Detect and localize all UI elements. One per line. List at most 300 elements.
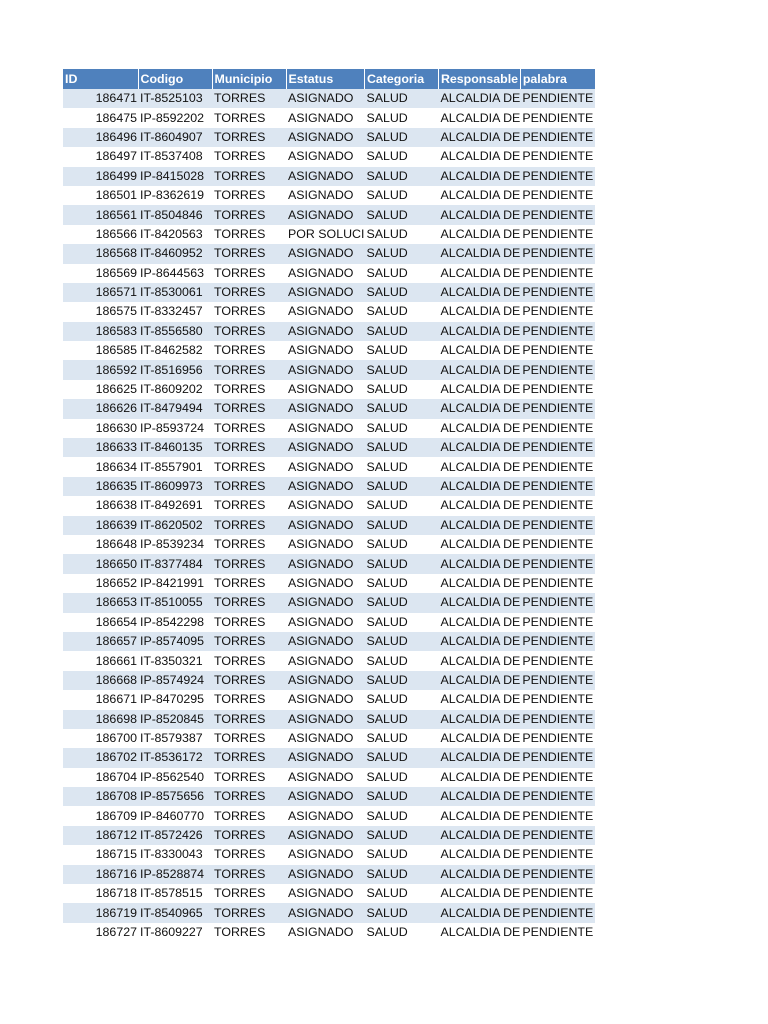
cell-palabra: PENDIENTE — [520, 748, 595, 767]
cell-palabra: PENDIENTE — [520, 147, 595, 166]
cell-municipio: TORRES — [212, 225, 286, 244]
cell-estatus: ASIGNADO — [286, 632, 364, 651]
cell-municipio: TORRES — [212, 865, 286, 884]
cell-municipio: TORRES — [212, 516, 286, 535]
cell-codigo: IT-8510055 — [138, 593, 212, 612]
cell-responsable: ALCALDIA DE — [438, 690, 520, 709]
cell-responsable: ALCALDIA DE — [438, 651, 520, 670]
header-municipio: Municipio — [212, 69, 286, 89]
table-row — [63, 845, 595, 864]
cell-id: 186654 — [63, 613, 138, 632]
cell-categoria: SALUD — [364, 89, 438, 108]
cell-responsable: ALCALDIA DE — [438, 360, 520, 379]
cell-palabra: PENDIENTE — [520, 574, 595, 593]
cell-estatus: ASIGNADO — [286, 729, 364, 748]
table-row — [63, 865, 595, 884]
table-row — [63, 419, 595, 438]
table-row — [63, 360, 595, 379]
cell-codigo: IT-8516956 — [138, 360, 212, 379]
cell-palabra: PENDIENTE — [520, 457, 595, 476]
cell-palabra: PENDIENTE — [520, 283, 595, 302]
cell-categoria: SALUD — [364, 147, 438, 166]
cell-estatus: ASIGNADO — [286, 399, 364, 418]
cell-codigo: IT-8530061 — [138, 283, 212, 302]
cell-estatus: ASIGNADO — [286, 419, 364, 438]
cell-id: 186700 — [63, 729, 138, 748]
cell-categoria: SALUD — [364, 167, 438, 186]
cell-municipio: TORRES — [212, 244, 286, 263]
cell-codigo: IT-8557901 — [138, 457, 212, 476]
cell-id: 186653 — [63, 593, 138, 612]
cell-estatus: ASIGNADO — [286, 167, 364, 186]
cell-id: 186633 — [63, 438, 138, 457]
table-row — [63, 244, 595, 263]
cell-palabra: PENDIENTE — [520, 826, 595, 845]
cell-categoria: SALUD — [364, 283, 438, 302]
cell-palabra: PENDIENTE — [520, 632, 595, 651]
cell-responsable: ALCALDIA DE — [438, 903, 520, 922]
cell-categoria: SALUD — [364, 108, 438, 127]
table-row — [63, 671, 595, 690]
cell-estatus: ASIGNADO — [286, 593, 364, 612]
header-responsable: Responsable — [438, 69, 520, 89]
cell-id: 186497 — [63, 147, 138, 166]
table-row — [63, 477, 595, 496]
cell-estatus: ASIGNADO — [286, 768, 364, 787]
table-row — [63, 729, 595, 748]
cell-municipio: TORRES — [212, 302, 286, 321]
cell-codigo: IT-8556580 — [138, 322, 212, 341]
cell-municipio: TORRES — [212, 205, 286, 224]
cell-estatus: ASIGNADO — [286, 845, 364, 864]
table-row — [63, 903, 595, 922]
cell-municipio: TORRES — [212, 380, 286, 399]
cell-palabra: PENDIENTE — [520, 186, 595, 205]
cell-categoria: SALUD — [364, 690, 438, 709]
table-row — [63, 593, 595, 612]
cell-categoria: SALUD — [364, 593, 438, 612]
cell-estatus: POR SOLUCI — [286, 225, 364, 244]
cell-estatus: ASIGNADO — [286, 923, 364, 942]
cell-id: 186585 — [63, 341, 138, 360]
cell-responsable: ALCALDIA DE — [438, 729, 520, 748]
cell-estatus: ASIGNADO — [286, 690, 364, 709]
cell-categoria: SALUD — [364, 205, 438, 224]
table-row — [63, 516, 595, 535]
cell-palabra: PENDIENTE — [520, 768, 595, 787]
cell-municipio: TORRES — [212, 89, 286, 108]
cell-id: 186501 — [63, 186, 138, 205]
cell-municipio: TORRES — [212, 399, 286, 418]
cell-municipio: TORRES — [212, 923, 286, 942]
cell-categoria: SALUD — [364, 341, 438, 360]
cell-codigo: IT-8540965 — [138, 903, 212, 922]
cell-id: 186575 — [63, 302, 138, 321]
cell-codigo: IT-8604907 — [138, 128, 212, 147]
cell-municipio: TORRES — [212, 496, 286, 515]
cell-categoria: SALUD — [364, 438, 438, 457]
cell-estatus: ASIGNADO — [286, 884, 364, 903]
table-row — [63, 884, 595, 903]
cell-estatus: ASIGNADO — [286, 710, 364, 729]
header-categoria: Categoria — [364, 69, 438, 89]
cell-codigo: IP-8470295 — [138, 690, 212, 709]
cell-palabra: PENDIENTE — [520, 89, 595, 108]
cell-responsable: ALCALDIA DE — [438, 884, 520, 903]
cell-estatus: ASIGNADO — [286, 457, 364, 476]
cell-categoria: SALUD — [364, 128, 438, 147]
cell-categoria: SALUD — [364, 380, 438, 399]
cell-id: 186648 — [63, 535, 138, 554]
cell-responsable: ALCALDIA DE — [438, 865, 520, 884]
cell-municipio: TORRES — [212, 574, 286, 593]
cell-municipio: TORRES — [212, 632, 286, 651]
cell-codigo: IP-8574095 — [138, 632, 212, 651]
cell-municipio: TORRES — [212, 826, 286, 845]
cell-id: 186702 — [63, 748, 138, 767]
cell-responsable: ALCALDIA DE — [438, 516, 520, 535]
cell-id: 186650 — [63, 554, 138, 573]
cell-codigo: IT-8578515 — [138, 884, 212, 903]
cell-estatus: ASIGNADO — [286, 787, 364, 806]
table-row — [63, 923, 595, 942]
cell-municipio: TORRES — [212, 806, 286, 825]
cell-codigo: IT-8460135 — [138, 438, 212, 457]
cell-estatus: ASIGNADO — [286, 806, 364, 825]
table-row — [63, 613, 595, 632]
cell-responsable: ALCALDIA DE — [438, 496, 520, 515]
cell-municipio: TORRES — [212, 690, 286, 709]
cell-categoria: SALUD — [364, 787, 438, 806]
cell-categoria: SALUD — [364, 632, 438, 651]
cell-estatus: ASIGNADO — [286, 865, 364, 884]
cell-id: 186719 — [63, 903, 138, 922]
cell-codigo: IP-8520845 — [138, 710, 212, 729]
cell-categoria: SALUD — [364, 516, 438, 535]
table-row — [63, 380, 595, 399]
table-row — [63, 748, 595, 767]
cell-id: 186634 — [63, 457, 138, 476]
cell-responsable: ALCALDIA DE — [438, 574, 520, 593]
cell-responsable: ALCALDIA DE — [438, 632, 520, 651]
cell-responsable: ALCALDIA DE — [438, 205, 520, 224]
cell-palabra: PENDIENTE — [520, 884, 595, 903]
cell-estatus: ASIGNADO — [286, 438, 364, 457]
cell-codigo: IP-8542298 — [138, 613, 212, 632]
cell-estatus: ASIGNADO — [286, 554, 364, 573]
cell-categoria: SALUD — [364, 264, 438, 283]
cell-id: 186499 — [63, 167, 138, 186]
cell-palabra: PENDIENTE — [520, 264, 595, 283]
cell-municipio: TORRES — [212, 360, 286, 379]
cell-palabra: PENDIENTE — [520, 205, 595, 224]
cell-estatus: ASIGNADO — [286, 264, 364, 283]
cell-categoria: SALUD — [364, 457, 438, 476]
cell-palabra: PENDIENTE — [520, 806, 595, 825]
cell-categoria: SALUD — [364, 419, 438, 438]
cell-id: 186471 — [63, 89, 138, 108]
cell-id: 186561 — [63, 205, 138, 224]
cell-categoria: SALUD — [364, 865, 438, 884]
cell-categoria: SALUD — [364, 806, 438, 825]
cell-responsable: ALCALDIA DE — [438, 845, 520, 864]
cell-codigo: IT-8332457 — [138, 302, 212, 321]
cell-categoria: SALUD — [364, 671, 438, 690]
cell-municipio: TORRES — [212, 167, 286, 186]
cell-palabra: PENDIENTE — [520, 322, 595, 341]
table-row — [63, 399, 595, 418]
cell-municipio: TORRES — [212, 651, 286, 670]
cell-municipio: TORRES — [212, 845, 286, 864]
cell-id: 186657 — [63, 632, 138, 651]
cell-codigo: IT-8609227 — [138, 923, 212, 942]
table-row — [63, 457, 595, 476]
table-row — [63, 438, 595, 457]
cell-municipio: TORRES — [212, 671, 286, 690]
cell-id: 186698 — [63, 710, 138, 729]
cell-responsable: ALCALDIA DE — [438, 710, 520, 729]
cell-estatus: ASIGNADO — [286, 128, 364, 147]
cell-responsable: ALCALDIA DE — [438, 264, 520, 283]
cell-municipio: TORRES — [212, 283, 286, 302]
cell-categoria: SALUD — [364, 322, 438, 341]
cell-palabra: PENDIENTE — [520, 167, 595, 186]
cell-estatus: ASIGNADO — [286, 244, 364, 263]
cell-estatus: ASIGNADO — [286, 535, 364, 554]
cell-municipio: TORRES — [212, 903, 286, 922]
table-row — [63, 554, 595, 573]
cell-municipio: TORRES — [212, 787, 286, 806]
cell-id: 186566 — [63, 225, 138, 244]
cell-palabra: PENDIENTE — [520, 380, 595, 399]
cell-responsable: ALCALDIA DE — [438, 826, 520, 845]
cell-palabra: PENDIENTE — [520, 477, 595, 496]
table-row — [63, 768, 595, 787]
cell-responsable: ALCALDIA DE — [438, 593, 520, 612]
cell-id: 186652 — [63, 574, 138, 593]
cell-codigo: IT-8579387 — [138, 729, 212, 748]
cell-estatus: ASIGNADO — [286, 341, 364, 360]
cell-municipio: TORRES — [212, 535, 286, 554]
cell-id: 186638 — [63, 496, 138, 515]
table-row — [63, 167, 595, 186]
table-row — [63, 205, 595, 224]
cell-id: 186668 — [63, 671, 138, 690]
cell-palabra: PENDIENTE — [520, 613, 595, 632]
cell-responsable: ALCALDIA DE — [438, 322, 520, 341]
cell-id: 186635 — [63, 477, 138, 496]
cell-estatus: ASIGNADO — [286, 205, 364, 224]
cell-codigo: IT-8420563 — [138, 225, 212, 244]
cell-codigo: IT-8492691 — [138, 496, 212, 515]
cell-municipio: TORRES — [212, 341, 286, 360]
cell-palabra: PENDIENTE — [520, 399, 595, 418]
cell-municipio: TORRES — [212, 613, 286, 632]
cell-estatus: ASIGNADO — [286, 496, 364, 515]
table-row — [63, 108, 595, 127]
cell-responsable: ALCALDIA DE — [438, 787, 520, 806]
table-row — [63, 710, 595, 729]
cell-palabra: PENDIENTE — [520, 244, 595, 263]
table-row — [63, 535, 595, 554]
cell-id: 186583 — [63, 322, 138, 341]
cell-categoria: SALUD — [364, 748, 438, 767]
cell-palabra: PENDIENTE — [520, 128, 595, 147]
cell-estatus: ASIGNADO — [286, 283, 364, 302]
cell-id: 186661 — [63, 651, 138, 670]
cell-estatus: ASIGNADO — [286, 380, 364, 399]
cell-estatus: ASIGNADO — [286, 574, 364, 593]
cell-estatus: ASIGNADO — [286, 651, 364, 670]
cell-id: 186625 — [63, 380, 138, 399]
cell-responsable: ALCALDIA DE — [438, 671, 520, 690]
cell-responsable: ALCALDIA DE — [438, 554, 520, 573]
cell-estatus: ASIGNADO — [286, 748, 364, 767]
cell-responsable: ALCALDIA DE — [438, 225, 520, 244]
header-row — [63, 69, 595, 89]
cell-codigo: IT-8330043 — [138, 845, 212, 864]
cell-palabra: PENDIENTE — [520, 903, 595, 922]
cell-codigo: IT-8525103 — [138, 89, 212, 108]
cell-codigo: IP-8562540 — [138, 768, 212, 787]
table-row — [63, 806, 595, 825]
cell-id: 186571 — [63, 283, 138, 302]
cell-estatus: ASIGNADO — [286, 477, 364, 496]
cell-codigo: IP-8574924 — [138, 671, 212, 690]
cell-estatus: ASIGNADO — [286, 903, 364, 922]
cell-municipio: TORRES — [212, 710, 286, 729]
cell-responsable: ALCALDIA DE — [438, 457, 520, 476]
table-row — [63, 496, 595, 515]
table-row — [63, 128, 595, 147]
data-table — [63, 69, 595, 942]
cell-codigo: IP-8644563 — [138, 264, 212, 283]
cell-responsable: ALCALDIA DE — [438, 147, 520, 166]
cell-municipio: TORRES — [212, 884, 286, 903]
cell-municipio: TORRES — [212, 322, 286, 341]
cell-estatus: ASIGNADO — [286, 322, 364, 341]
header-id: ID — [63, 69, 138, 89]
cell-responsable: ALCALDIA DE — [438, 438, 520, 457]
table-row — [63, 186, 595, 205]
cell-id: 186639 — [63, 516, 138, 535]
cell-codigo: IT-8609202 — [138, 380, 212, 399]
cell-municipio: TORRES — [212, 128, 286, 147]
table-row — [63, 89, 595, 108]
table-header — [63, 69, 595, 89]
cell-palabra: PENDIENTE — [520, 341, 595, 360]
cell-categoria: SALUD — [364, 360, 438, 379]
cell-palabra: PENDIENTE — [520, 845, 595, 864]
cell-palabra: PENDIENTE — [520, 496, 595, 515]
cell-responsable: ALCALDIA DE — [438, 108, 520, 127]
cell-responsable: ALCALDIA DE — [438, 923, 520, 942]
cell-municipio: TORRES — [212, 147, 286, 166]
cell-responsable: ALCALDIA DE — [438, 613, 520, 632]
cell-estatus: ASIGNADO — [286, 360, 364, 379]
cell-responsable: ALCALDIA DE — [438, 89, 520, 108]
cell-categoria: SALUD — [364, 554, 438, 573]
cell-municipio: TORRES — [212, 768, 286, 787]
cell-categoria: SALUD — [364, 845, 438, 864]
cell-responsable: ALCALDIA DE — [438, 283, 520, 302]
cell-estatus: ASIGNADO — [286, 186, 364, 205]
cell-palabra: PENDIENTE — [520, 360, 595, 379]
cell-categoria: SALUD — [364, 826, 438, 845]
cell-palabra: PENDIENTE — [520, 516, 595, 535]
header-codigo: Codigo — [138, 69, 212, 89]
cell-codigo: IT-8572426 — [138, 826, 212, 845]
table-row — [63, 341, 595, 360]
cell-codigo: IP-8415028 — [138, 167, 212, 186]
cell-categoria: SALUD — [364, 729, 438, 748]
cell-responsable: ALCALDIA DE — [438, 128, 520, 147]
cell-codigo: IT-8536172 — [138, 748, 212, 767]
table-row — [63, 283, 595, 302]
cell-id: 186708 — [63, 787, 138, 806]
cell-responsable: ALCALDIA DE — [438, 399, 520, 418]
cell-codigo: IP-8528874 — [138, 865, 212, 884]
cell-codigo: IP-8539234 — [138, 535, 212, 554]
cell-estatus: ASIGNADO — [286, 516, 364, 535]
table-row — [63, 651, 595, 670]
cell-municipio: TORRES — [212, 477, 286, 496]
cell-codigo: IT-8479494 — [138, 399, 212, 418]
cell-palabra: PENDIENTE — [520, 671, 595, 690]
cell-estatus: ASIGNADO — [286, 89, 364, 108]
cell-responsable: ALCALDIA DE — [438, 341, 520, 360]
cell-responsable: ALCALDIA DE — [438, 244, 520, 263]
cell-categoria: SALUD — [364, 186, 438, 205]
cell-palabra: PENDIENTE — [520, 535, 595, 554]
table-row — [63, 826, 595, 845]
table-row — [63, 302, 595, 321]
cell-responsable: ALCALDIA DE — [438, 768, 520, 787]
cell-codigo: IT-8620502 — [138, 516, 212, 535]
table-row — [63, 147, 595, 166]
cell-codigo: IT-8609973 — [138, 477, 212, 496]
cell-estatus: ASIGNADO — [286, 147, 364, 166]
cell-palabra: PENDIENTE — [520, 419, 595, 438]
table-row — [63, 632, 595, 651]
cell-municipio: TORRES — [212, 729, 286, 748]
cell-id: 186715 — [63, 845, 138, 864]
cell-palabra: PENDIENTE — [520, 593, 595, 612]
cell-responsable: ALCALDIA DE — [438, 806, 520, 825]
cell-palabra: PENDIENTE — [520, 710, 595, 729]
cell-municipio: TORRES — [212, 748, 286, 767]
cell-palabra: PENDIENTE — [520, 787, 595, 806]
cell-id: 186704 — [63, 768, 138, 787]
cell-codigo: IT-8350321 — [138, 651, 212, 670]
cell-palabra: PENDIENTE — [520, 302, 595, 321]
cell-responsable: ALCALDIA DE — [438, 748, 520, 767]
cell-categoria: SALUD — [364, 651, 438, 670]
cell-categoria: SALUD — [364, 225, 438, 244]
cell-estatus: ASIGNADO — [286, 302, 364, 321]
cell-municipio: TORRES — [212, 593, 286, 612]
cell-categoria: SALUD — [364, 903, 438, 922]
cell-municipio: TORRES — [212, 554, 286, 573]
header-palabra: palabra — [520, 69, 595, 89]
cell-id: 186727 — [63, 923, 138, 942]
cell-palabra: PENDIENTE — [520, 865, 595, 884]
table-row — [63, 322, 595, 341]
table-row — [63, 787, 595, 806]
cell-responsable: ALCALDIA DE — [438, 535, 520, 554]
cell-estatus: ASIGNADO — [286, 108, 364, 127]
cell-id: 186568 — [63, 244, 138, 263]
